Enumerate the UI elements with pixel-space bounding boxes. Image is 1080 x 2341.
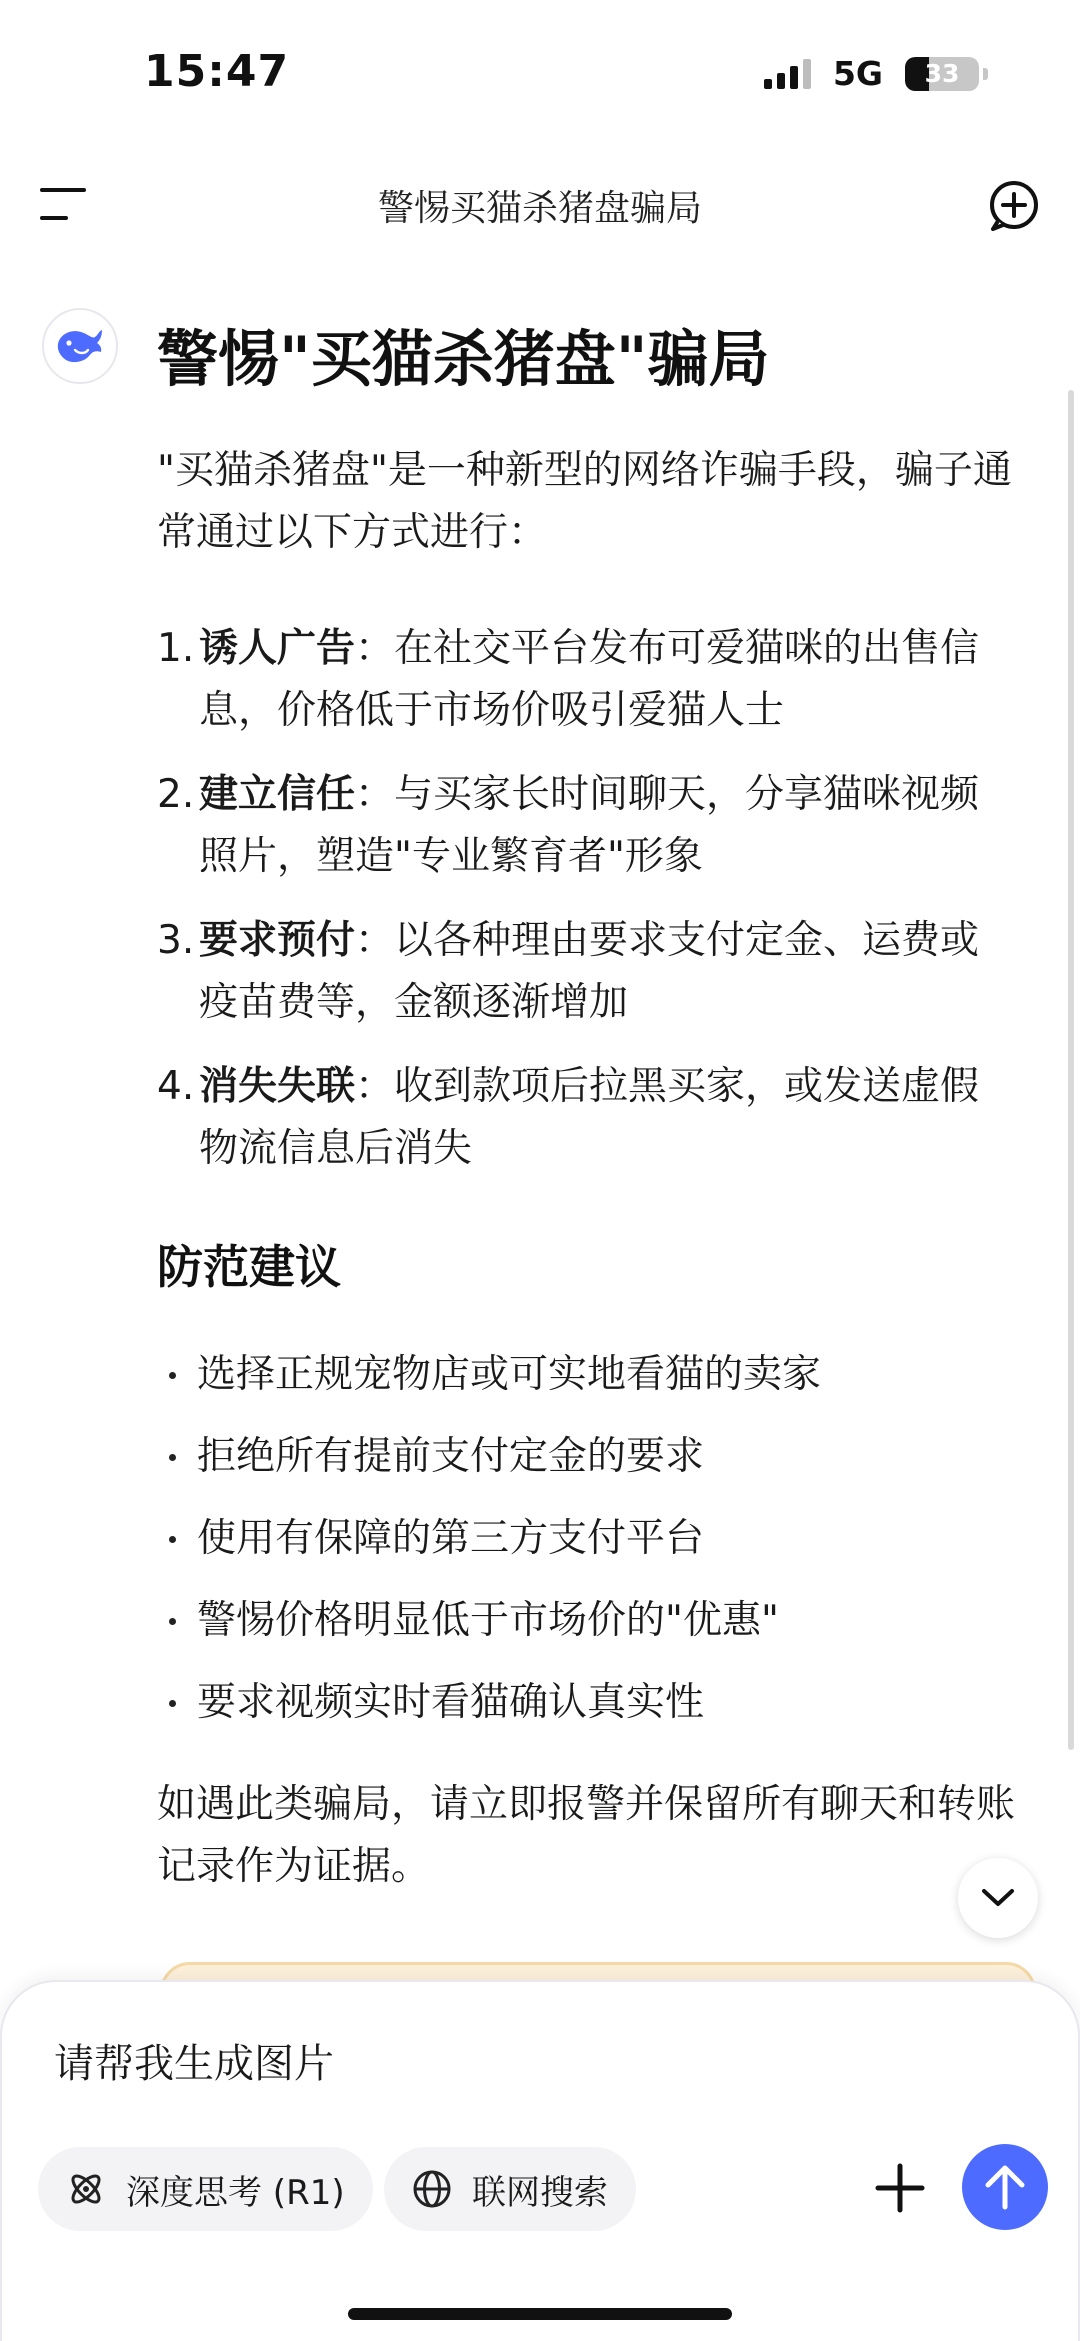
message-closing: 如遇此类骗局，请立即报警并保留所有聊天和转账记录作为证据。 — [157, 1782, 1016, 1889]
conversation-title: 警惕买猫杀猪盘骗局 — [377, 188, 702, 229]
whale-logo-icon — [55, 326, 105, 366]
step-number: 1. — [157, 626, 195, 671]
network-type: 5G — [832, 54, 883, 93]
web-search-toggle[interactable] — [384, 2147, 636, 2231]
input-panel — [0, 1980, 1080, 2341]
battery-level: 33 — [924, 59, 960, 88]
step-desc: ：收到款项后拉黑买家，或发送虚假物流信息后消失 — [199, 1064, 980, 1171]
list-item: 要求视频实时看猫确认真实性 — [157, 1674, 1017, 1732]
scrollbar[interactable] — [1068, 390, 1074, 1750]
list-item — [157, 1056, 1017, 1180]
chevron-down-icon — [981, 1888, 1015, 1908]
plus-icon[interactable] — [870, 2158, 930, 2218]
status-time: 15:47 — [144, 46, 290, 97]
scam-steps-list — [157, 618, 1017, 1180]
assistant-avatar — [42, 308, 118, 384]
status-indicators — [764, 54, 988, 93]
signal-icon — [764, 59, 811, 89]
step-number: 2. — [157, 772, 195, 817]
deep-think-toggle[interactable] — [38, 2147, 373, 2231]
step-desc: ：与买家长时间聊天，分享猫咪视频照片，塑造"专业繁育者"形象 — [199, 772, 980, 879]
home-indicator — [348, 2308, 732, 2320]
step-desc: ：在社交平台发布可爱猫咪的出售信息，价格低于市场价吸引爱猫人士 — [199, 626, 980, 733]
list-item — [157, 910, 1017, 1034]
message-intro: "买猫杀猪盘"是一种新型的网络诈骗手段，骗子通常通过以下方式进行： — [157, 448, 1012, 555]
new-chat-icon[interactable] — [986, 178, 1042, 234]
list-item: 选择正规宠物店或可实地看猫的卖家 — [157, 1346, 1017, 1404]
deep-think-label: 深度思考 (R1) — [126, 2172, 345, 2213]
list-item: 警惕价格明显低于市场价的"优惠" — [157, 1592, 1017, 1650]
list-item: 使用有保障的第三方支付平台 — [157, 1510, 1017, 1568]
message-title: 警惕"买猫杀猪盘"骗局 — [157, 324, 770, 395]
list-item — [157, 618, 1017, 742]
assistant-message — [157, 318, 1017, 1898]
battery-tip — [983, 68, 988, 80]
section-title: 防范建议 — [157, 1240, 341, 1294]
step-term: 消失失联 — [199, 1064, 356, 1109]
step-number: 3. — [157, 918, 195, 963]
step-number: 4. — [157, 1064, 195, 1109]
list-item: 拒绝所有提前支付定金的要求 — [157, 1428, 1017, 1486]
step-term: 要求预付 — [199, 918, 356, 963]
prevention-tips-list — [157, 1346, 1017, 1732]
web-search-label: 联网搜索 — [472, 2172, 608, 2213]
scroll-to-bottom-button[interactable] — [958, 1858, 1038, 1938]
send-button[interactable] — [962, 2144, 1048, 2230]
arrow-up-icon — [983, 2163, 1027, 2211]
step-term: 诱人广告 — [199, 626, 356, 671]
list-item — [157, 764, 1017, 888]
battery-icon — [905, 57, 979, 91]
step-term: 建立信任 — [199, 772, 356, 817]
step-desc: ：以各种理由要求支付定金、运费或疫苗费等，金额逐渐增加 — [199, 918, 980, 1025]
atom-icon — [66, 2169, 106, 2209]
globe-icon — [412, 2169, 452, 2209]
message-input[interactable]: 请帮我生成图片 — [54, 2041, 334, 2087]
